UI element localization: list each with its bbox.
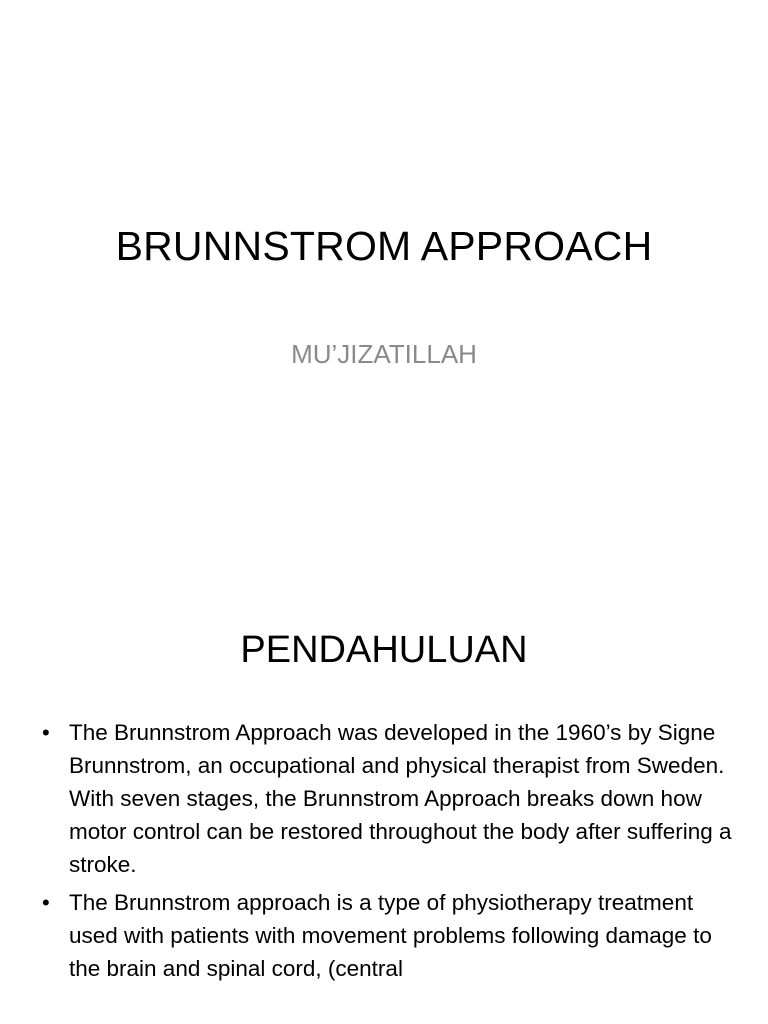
slide-title-heading: BRUNNSTROM APPROACH bbox=[115, 223, 653, 269]
bullet-item bbox=[42, 886, 742, 985]
bullet-list bbox=[42, 716, 742, 990]
slide-subtitle: MU’JIZATILLAH bbox=[291, 339, 477, 369]
slide-pendahuluan bbox=[0, 576, 768, 1024]
slide-pendahuluan-heading: PENDAHULUAN bbox=[240, 629, 528, 671]
bullet-dot-icon: • bbox=[42, 720, 50, 745]
bullet-dot-icon: • bbox=[42, 890, 50, 915]
bullet-text: The Brunnstrom Approach was developed in the 1960’s by Signe Brunnstrom, an occupational and physical therapist from Sweden. With seven stages, the Brunnstrom Approach breaks down how motor control can be restored throughout the body after suffering a stroke. bbox=[69, 720, 732, 877]
bullet-text: The Brunnstrom approach is a type of physiotherapy treatment used with patients with movement problems following damage to the brain and spinal cord, (central bbox=[69, 890, 712, 981]
bullet-item bbox=[42, 716, 742, 881]
